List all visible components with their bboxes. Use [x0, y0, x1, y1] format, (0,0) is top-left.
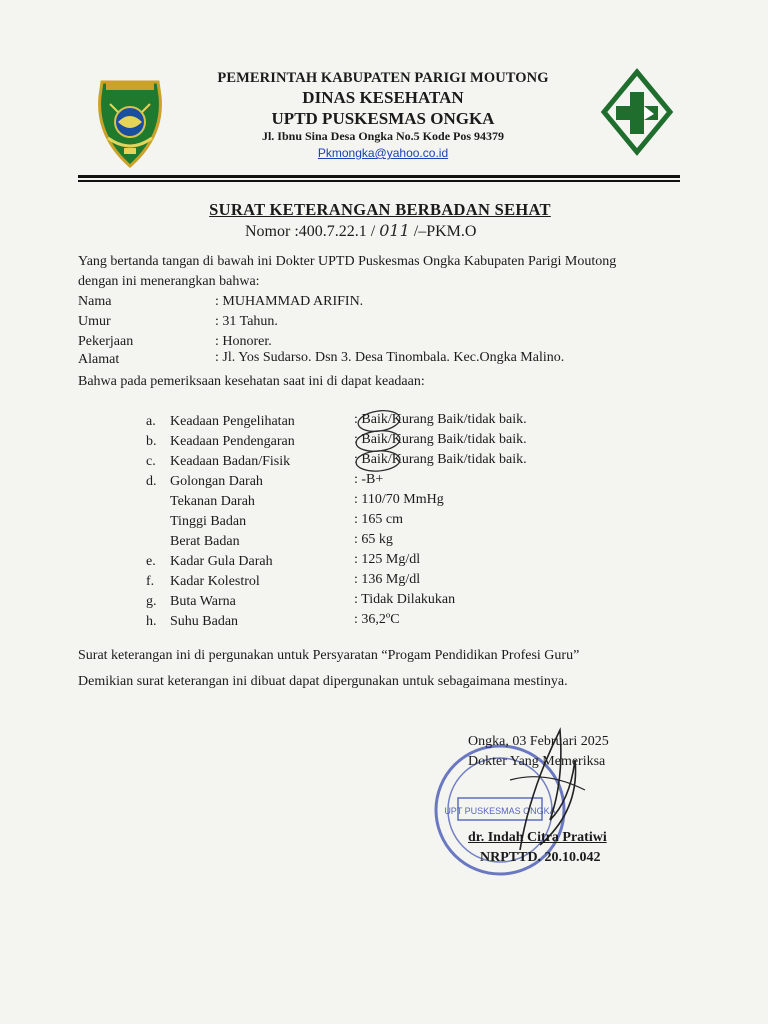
document-number-suffix: /–PKM.O [413, 223, 477, 240]
signature-place-date: Ongka, 03 Februari 2025 [468, 734, 609, 749]
selection-circle [355, 429, 401, 453]
exam-item-value: : 125 Mg/dl [354, 552, 421, 567]
exam-item-label: Keadaan Pendengaran [170, 434, 295, 449]
exam-item-value: : Baik/Kurang Baik/tidak baik. [354, 452, 527, 467]
exam-item-label: Suhu Badan [170, 614, 239, 629]
exam-item-letter: b. [146, 434, 157, 449]
closing-statement: Demikian surat keterangan ini dibuat dapat dipergunakan untuk sebagaimana mestinya. [78, 674, 568, 689]
exam-item-label: Golongan Darah [170, 474, 263, 489]
exam-item-letter: c. [146, 454, 156, 469]
exam-item-value: : 165 cm [354, 512, 403, 527]
exam-item-label: Keadaan Pengelihatan [170, 414, 295, 429]
identity-value-address: : Jl. Yos Sudarso. Dsn 3. Desa Tinombala. Kec.Ongka Malino. [215, 350, 565, 365]
exam-item-label: Buta Warna [170, 594, 236, 609]
document-number-prefix: Nomor :400.7.22.1 / [245, 223, 376, 240]
exam-intro: Bahwa pada pemeriksaan kesehatan saat ini di dapat keadaan: [78, 374, 425, 389]
exam-item-value: : Baik/Kurang Baik/tidak baik. [354, 432, 527, 447]
exam-item-letter: g. [146, 594, 157, 609]
identity-label-name: Nama [78, 294, 112, 309]
document-title: SURAT KETERANGAN BERBADAN SEHAT [209, 200, 551, 219]
exam-item-value: : Tidak Dilakukan [354, 592, 456, 607]
exam-item-value: : 110/70 MmHg [354, 492, 444, 507]
signature-doctor-id: NRPTTD. 20.10.042 [480, 850, 601, 865]
exam-item-value: : -B+ [354, 472, 384, 487]
exam-item-value: : 36,2ºC [354, 612, 400, 627]
identity-value-age: : 31 Tahun. [215, 314, 278, 329]
identity-value-name: : MUHAMMAD ARIFIN. [215, 294, 364, 309]
exam-item-letter: d. [146, 474, 157, 489]
signature-doctor-name: dr. Indah Citra Pratiwi [468, 830, 607, 845]
purpose-statement: Surat keterangan ini di pergunakan untuk Persyaratan “Progam Pendidikan Profesi Guru” [78, 648, 580, 663]
signature-role: Dokter Yang Memeriksa [468, 754, 606, 769]
intro-line-2: dengan ini menerangkan bahwa: [78, 274, 260, 289]
exam-item-letter: e. [146, 554, 156, 569]
identity-value-occupation: : Honorer. [215, 334, 272, 349]
exam-item-label: Kadar Gula Darah [170, 554, 273, 569]
exam-item-value: : 136 Mg/dl [354, 572, 421, 587]
selection-circle [355, 449, 400, 472]
header-agency-name: DINAS KESEHATAN [302, 88, 464, 107]
header-address: Jl. Ibnu Sina Desa Ongka No.5 Kode Pos 94379 [261, 129, 505, 143]
identity-label-age: Umur [78, 314, 111, 329]
identity-label-address: Alamat [78, 352, 120, 367]
exam-item-value: : 65 kg [354, 532, 393, 547]
selection-circle [357, 408, 401, 434]
stamp-text: UPT PUSKESMAS ONGKA [444, 806, 556, 816]
exam-item-label: Tinggi Badan [170, 514, 247, 529]
intro-line-1: Yang bertanda tangan di bawah ini Dokter UPTD Puskesmas Ongka Kabupaten Parigi Moutong [78, 254, 617, 269]
identity-label-occupation: Pekerjaan [78, 334, 134, 349]
document-number-handwritten: 011 [379, 221, 410, 240]
exam-item-label: Keadaan Badan/Fisik [170, 454, 291, 469]
exam-item-letter: f. [146, 574, 155, 589]
header-unit-name: UPTD PUSKESMAS ONGKA [271, 109, 495, 128]
exam-item-label: Berat Badan [170, 534, 240, 549]
header-government-name: PEMERINTAH KABUPATEN PARIGI MOUTONG [217, 70, 549, 86]
exam-item-value: : Baik/Kurang Baik/tidak baik. [354, 412, 527, 427]
exam-item-letter: a. [146, 414, 156, 429]
header-email-link[interactable]: Pkmongka@yahoo.co.id [317, 146, 449, 160]
exam-item-letter: h. [146, 614, 157, 629]
exam-item-label: Tekanan Darah [170, 494, 255, 509]
exam-item-label: Kadar Kolestrol [170, 574, 260, 589]
